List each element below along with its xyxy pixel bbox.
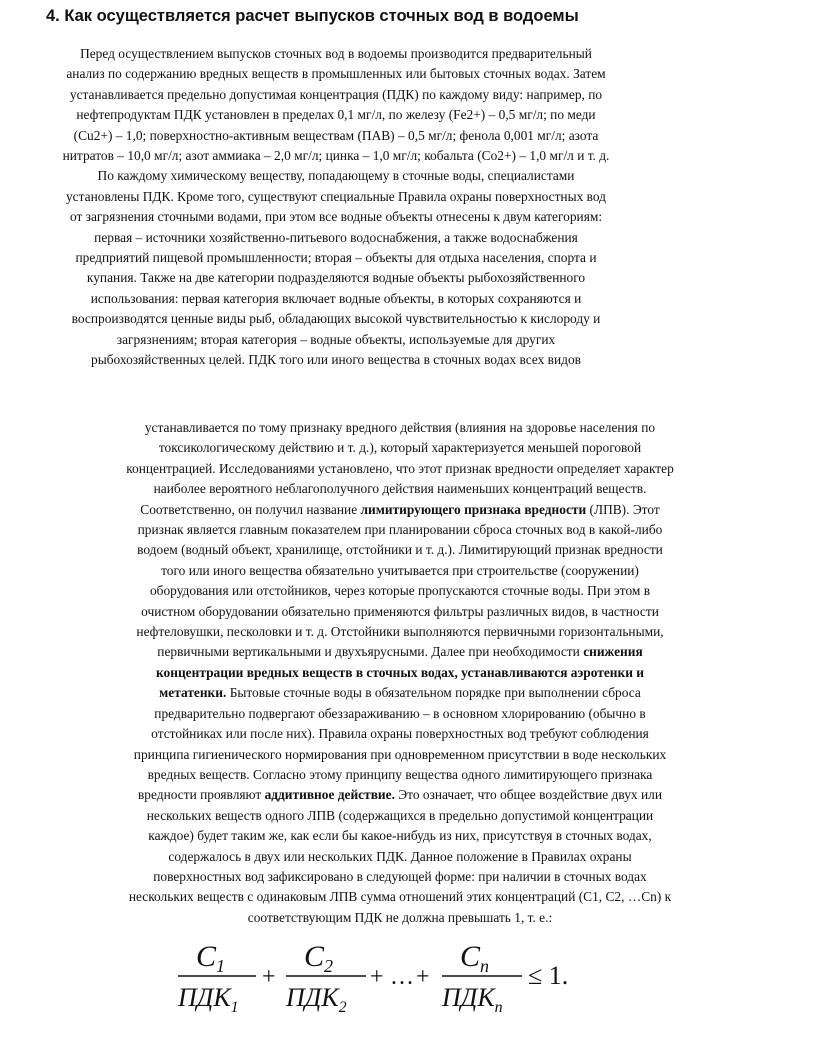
text-line: наиболее вероятного неблагополучного действия наименьших концентраций веществ. (153, 481, 647, 497)
text-line: (Cu2+) – 1,0; поверхностно-активным веществам (ПАВ) – 0,5 мг/л; фенола 0,001 мг/л; азота (73, 127, 599, 143)
text-line: признак является главным показателем при планировании сброса сточных вод в какой-либо (137, 522, 663, 538)
numerator-cn: $C_n$ (460, 940, 490, 976)
text-line: нефтепродуктам ПДК установлен в пределах 0,1 мг/л, по железу (Fe2+) – 0,5 мг/л; по меди (76, 107, 596, 123)
text-line (40, 500, 760, 520)
text-line: нитратов – 10,0 мг/л; азот аммиака – 2,0 мг/л; цинка – 1,0 мг/л; кобальта (Co2+) – 1,0 мг/л и т. д. (62, 148, 610, 164)
text-run: (ЛПВ). Этот (586, 501, 660, 517)
text-line: нефтеловушки, песколовки и т. д. Отстойники выполняются первичными горизонтальными, (136, 624, 664, 640)
text-line: По каждому химическому веществу, попадающему в сточные воды, специалистами (97, 168, 575, 184)
text-line: устанавливается по тому признаку вредного действия (влияния на здоровье населения по (144, 420, 656, 435)
text-line: устанавливается предельно допустимая концентрация (ПДК) по каждому виду: например, по (69, 86, 603, 102)
text-run: Соответственно, он получил название (140, 501, 361, 517)
text-line: токсикологическому действию и т. д.), который характеризуется меньшей пороговой (158, 440, 642, 456)
text-line (40, 785, 760, 805)
text-line: отстойниках или после них). Правила охраны поверхностных вод требуют соблюдения (151, 726, 649, 742)
text-line (40, 683, 760, 703)
text-line: очистном оборудовании обязательно применяются фильтры различных видов, в частности (141, 603, 659, 619)
denominator-pdk1: $ПДК_1$ (178, 983, 239, 1016)
term-metatanks: метатенки. (159, 685, 227, 701)
text-run: Это означает, что общее воздействие двух или (394, 787, 662, 803)
text-line: каждое) будет таким же, как если бы какое-нибудь из них, присутствуя в сточных водах, (148, 828, 652, 844)
text-line: предприятий пищевой промышленности; вторая – объекты для отдыха населения, спорта и (75, 250, 597, 266)
text-line: воспроизводятся ценные виды рыб, обладающих высокой чувствительностью к кислороду и (71, 311, 601, 327)
plus-sign: + (262, 964, 276, 990)
sum-ratio-formula (170, 936, 590, 1016)
text-line: того или иного вещества обязательно учитывается при строительстве (сооружении) (161, 562, 639, 578)
denominator-pdkn: $ПДК_n$ (442, 983, 503, 1016)
text-line: вредных веществ. Согласно этому принципу вещества одного лимитирующего признака (147, 766, 653, 782)
text-run: Бытовые сточные воды в обязательном порядке при выполнении сброса (226, 685, 641, 701)
numerator-c2: $C_2$ (304, 940, 334, 976)
text-line: анализ по содержанию вредных веществ в промышленных или бытовых сточных водах. Затем (66, 66, 606, 82)
text-line: Перед осуществлением выпусков сточных вод в водоемы производится предварительный (80, 46, 592, 61)
text-line: загрязнениям; вторая категория – водные объекты, используемые для других (116, 331, 556, 347)
lpv-paragraph (40, 418, 760, 928)
text-line: поверхностных вод зафиксировано в следующей форме: при наличии в сточных водах (153, 868, 647, 884)
term-reduction-cont: концентрации вредных веществ в сточных водах, устанавливаются аэротенки и (156, 664, 644, 680)
text-line: принципа гигиенического нормирования при одновременном присутствии в воде нескольких (133, 746, 667, 762)
text-line: нескольких веществ одного ЛПВ (содержащихся в предельно допустимой концентрации (146, 807, 654, 823)
term-lpv: лимитирующего признака вредности (360, 501, 587, 517)
text-line: нескольких веществ с одинаковым ЛПВ сумма отношений этих концентраций (C1, C2, …Cn) к (128, 889, 672, 905)
text-line: купания. Также на две категории подразделяются водные объекты рыбохозяйственного (86, 270, 586, 286)
term-reduction: снижения (583, 644, 643, 660)
text-line: от загрязнения сточными водами, при этом все водные объекты отнесены к двум категориям: (69, 209, 603, 225)
ellipsis: … (390, 964, 414, 990)
denominator-pdk2: $ПДК_2$ (286, 983, 347, 1016)
text-line: установлены ПДК. Кроме того, существуют специальные Правила охраны поверхностных вод (65, 188, 606, 204)
text-line: содержалось в двух или нескольких ПДК. Данное положение в Правилах охраны (168, 848, 632, 864)
term-additive: аддитивное действие. (264, 787, 395, 803)
intro-paragraph (0, 44, 672, 371)
text-line: рыбохозяйственных целей. ПДК того или иного вещества в сточных водах всех видов (91, 352, 581, 368)
numerator-c1: $C_1$ (196, 940, 226, 976)
text-line (40, 642, 760, 662)
text-line (40, 663, 760, 683)
plus-sign: + (370, 964, 384, 990)
section-heading: 4. Как осуществляется расчет выпусков сточных вод в водоемы (46, 7, 579, 25)
text-line: концентрацией. Исследованиями установлено, что этот признак вредности определяет характер (126, 460, 674, 476)
text-line: водоем (водный объект, хранилище, отстойники и т. д.). Лимитирующий признак вредности (137, 542, 663, 558)
plus-sign: + (416, 964, 430, 990)
text-line: оборудования или отстойников, через которые пропускаются сточные воды. При этом в (149, 583, 651, 599)
text-run: вредности проявляют (137, 787, 265, 803)
text-line: предварительно подвергают обеззараживанию – в основном хлорированию (обычно в (154, 705, 646, 721)
text-line: соответствующим ПДК не должна превышать 1, т. е.: (247, 909, 553, 925)
relation-le-one: ≤ 1. (528, 961, 569, 990)
text-run: первичными вертикальными и двухъярусными. Далее при необходимости (157, 644, 584, 660)
text-line: первая – источники хозяйственно-питьевого водоснабжения, а также водоснабжения (94, 229, 578, 245)
text-line: использования: первая категория включает водные объекты, в которых сохраняются и (90, 290, 582, 306)
